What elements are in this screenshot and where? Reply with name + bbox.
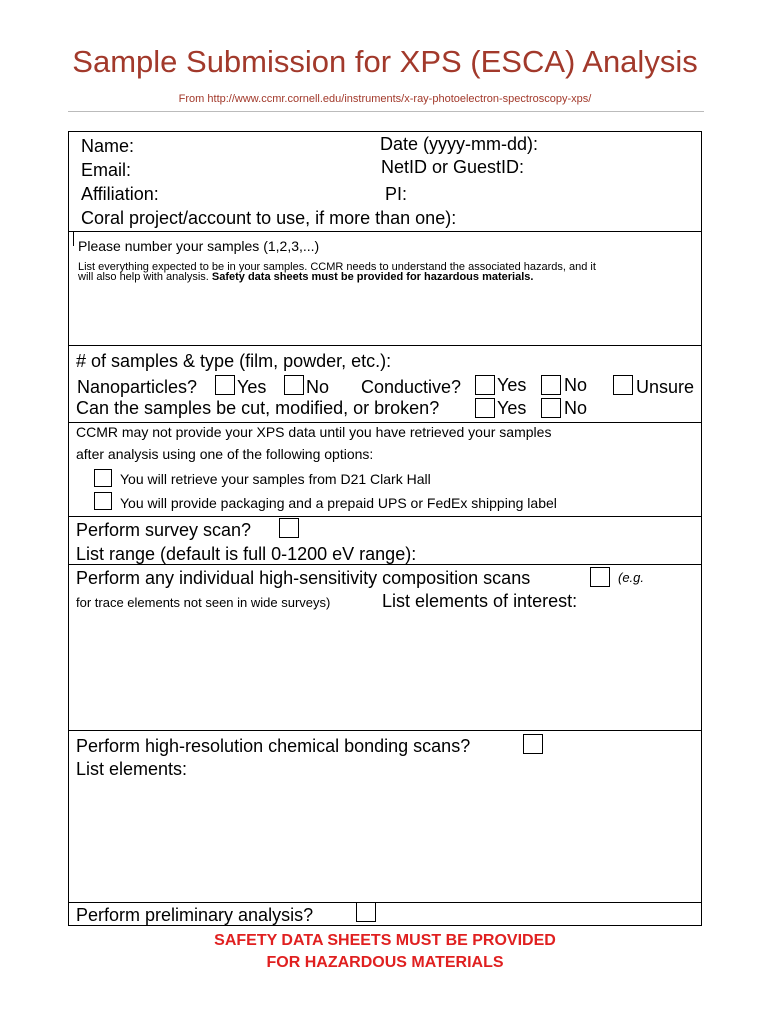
source-url: From http://www.ccmr.cornell.edu/instruments/x-ray-photoelectron-spectroscopy-xps/	[178, 93, 592, 105]
divider	[69, 730, 701, 731]
conductive-no-label: No	[564, 375, 588, 395]
netid-label: NetID or GuestID:	[381, 157, 525, 177]
elements-of-interest-label: List elements of interest:	[382, 591, 578, 611]
divider	[69, 345, 701, 346]
hs-scan-checkbox[interactable]	[590, 567, 610, 587]
preliminary-analysis-label: Perform preliminary analysis?	[76, 905, 314, 925]
retrieval-policy-line1: CCMR may not provide your XPS data until you have retrieved your samples	[76, 424, 552, 440]
hazard-note-plain: will also help with analysis.	[78, 271, 212, 283]
nanoparticles-yes-label: Yes	[237, 377, 267, 397]
date-label: Date (yyyy-mm-dd):	[380, 134, 539, 154]
hr-scan-label: Perform high-resolution chemical bonding scans?	[76, 736, 471, 756]
hazard-note-line1: List everything expected to be in your samples. CCMR needs to understand the associated hazards, and it	[78, 261, 596, 273]
divider	[69, 231, 701, 232]
coral-account-label: Coral project/account to use, if more than one):	[81, 208, 457, 228]
cut-yes-label: Yes	[497, 398, 527, 418]
page-title: Sample Submission for XPS (ESCA) Analysis	[72, 44, 698, 79]
conductive-yes-checkbox[interactable]	[475, 375, 495, 395]
name-label: Name:	[81, 136, 135, 156]
safety-warning-line1: SAFETY DATA SHEETS MUST BE PROVIDED	[214, 932, 556, 949]
divider	[69, 516, 701, 517]
conductive-no-checkbox[interactable]	[541, 375, 561, 395]
conductive-unsure-label: Unsure	[636, 377, 695, 397]
nanoparticles-yes-checkbox[interactable]	[215, 375, 235, 395]
cut-samples-label: Can the samples be cut, modified, or broken?	[76, 398, 440, 418]
hazard-note-line2	[78, 272, 533, 282]
divider	[69, 902, 701, 903]
hazard-note-bold: Safety data sheets must be provided for hazardous materials.	[211, 271, 534, 283]
hs-scan-label: Perform any individual high-sensitivity composition scans	[76, 568, 531, 588]
conductive-unsure-checkbox[interactable]	[613, 375, 633, 395]
preliminary-analysis-checkbox[interactable]	[356, 902, 376, 922]
nanoparticles-no-checkbox[interactable]	[284, 375, 304, 395]
divider	[69, 422, 701, 423]
survey-range-label: List range (default is full 0-1200 eV range):	[76, 544, 417, 564]
shipping-label-option: You will provide packaging and a prepaid UPS or FedEx shipping label	[120, 495, 557, 511]
retrieve-samples-option: You will retrieve your samples from D21 Clark Hall	[120, 471, 431, 487]
conductive-label: Conductive?	[361, 377, 462, 397]
cut-no-label: No	[564, 398, 588, 418]
survey-scan-checkbox[interactable]	[279, 518, 299, 538]
title-divider	[68, 111, 704, 112]
retrieval-policy-line2: after analysis using one of the following options:	[76, 446, 374, 462]
cut-yes-checkbox[interactable]	[475, 398, 495, 418]
submission-form	[68, 131, 702, 926]
pi-label: PI:	[385, 184, 408, 204]
shipping-label-checkbox[interactable]	[94, 492, 112, 510]
hr-scan-checkbox[interactable]	[523, 734, 543, 754]
list-elements-label: List elements:	[76, 759, 188, 779]
eg-note: (e.g.	[618, 570, 645, 585]
affiliation-label: Affiliation:	[81, 184, 159, 204]
divider	[73, 232, 74, 246]
divider	[69, 564, 701, 565]
cut-no-checkbox[interactable]	[541, 398, 561, 418]
email-label: Email:	[81, 160, 132, 180]
survey-scan-label: Perform survey scan?	[76, 520, 252, 540]
sample-numbering-hint: Please number your samples (1,2,3,...)	[78, 238, 320, 254]
nanoparticles-label: Nanoparticles?	[77, 377, 198, 397]
trace-elements-note: for trace elements not seen in wide surveys)	[76, 595, 331, 610]
conductive-yes-label: Yes	[497, 375, 527, 395]
retrieve-samples-checkbox[interactable]	[94, 469, 112, 487]
safety-warning-line2: FOR HAZARDOUS MATERIALS	[266, 954, 504, 971]
sample-count-type-label: # of samples & type (film, powder, etc.):	[76, 351, 392, 371]
nanoparticles-no-label: No	[306, 377, 330, 397]
